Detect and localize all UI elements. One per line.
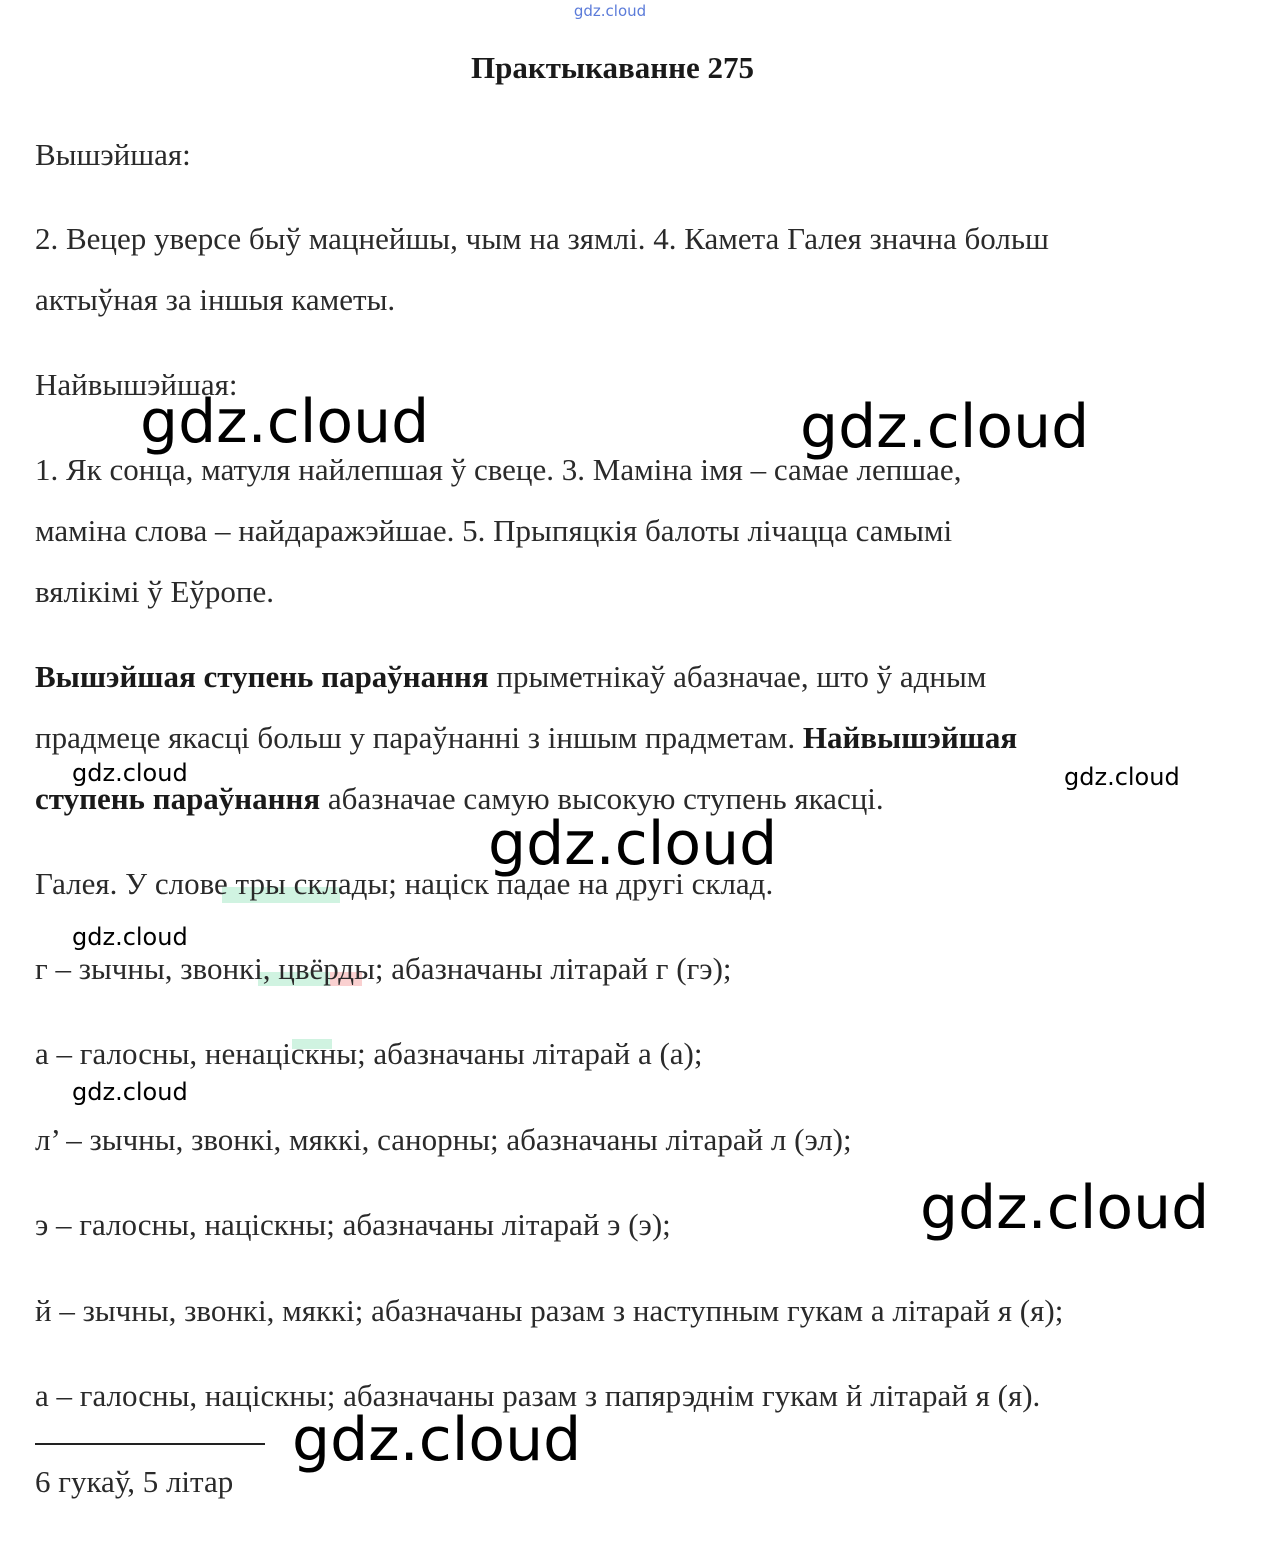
watermark-small: gdz.cloud [1064,763,1180,791]
section-heading-comparative: Вышэйшая: [35,137,191,172]
phonetic-line-e: э – галосны, націскны; абазначаны літарай э (э); [35,1207,671,1242]
rule-term-superlative-1: Найвышэйшая [802,720,1018,755]
text-line-3: актыўная за іншыя каметы. [35,282,396,317]
text-line-2: 2. Вецер уверсе быў мацнейшы, чым на зямлі. 4. Камета Галея значна больш [35,221,1049,256]
watermark-small: gdz.cloud [72,759,188,787]
rule-line-2 [35,720,1017,756]
rule-term-comparative: Вышэйшая ступень параўнання [35,659,489,694]
divider [35,1443,265,1445]
watermark-large: gdz.cloud [488,809,778,879]
text-line-5: 1. Як сонца, матуля найлепшая ў свеце. 3. Маміна імя – самае лепшае, [35,452,962,487]
text-line-galeya: Галея. У слове тры склады; націск падае на другі склад. [35,866,774,901]
text-line-6: маміна слова – найдаражэйшае. 5. Прыпяцкія балоты лічацца самымі [35,513,953,548]
phonetic-line-j: й – зычны, звонкі, мяккі; абазначаны разам з наступным гукам а літарай я (я); [35,1293,1064,1328]
rule-line-1 [35,659,986,695]
page-title: Практыкаванне 275 [470,50,754,85]
rule-term-superlative-2: ступень параўнання [35,781,321,816]
watermark-large: gdz.cloud [140,387,430,457]
top-watermark [0,2,1287,20]
phonetic-line-l: л’ – зычны, звонкі, мяккі, санорны; абазначаны літарай л (эл); [35,1122,852,1157]
text-line-7: вялікімі ў Еўропе. [35,574,275,609]
phonetic-line-a2: а – галосны, націскны; абазначаны разам з папярэднім гукам й літарай я (я). [35,1378,1041,1413]
rule-text-3: абазначае самую высокую ступень якасці. [320,781,884,816]
section-heading-superlative: Найвышэйшая: [35,367,238,402]
watermark-large: gdz.cloud [920,1173,1210,1243]
rule-text-2: прадмеце якасці больш у параўнанні з іншым прадметам. [35,720,803,755]
top-watermark-text: gdz.cloud [573,2,647,20]
rule-text-1: прыметнікаў абазначае, што ў адным [488,659,987,694]
watermark-small: gdz.cloud [72,923,188,951]
phonetic-line-g: г – зычны, звонкі, цвёрды; абазначаны літарай г (гэ); [35,951,732,986]
watermark-large: gdz.cloud [292,1405,582,1475]
phonetic-line-a1: а – галосны, ненаціскны; абазначаны літарай а (а); [35,1036,703,1071]
watermark-large: gdz.cloud [800,392,1090,462]
summary-line: 6 гукаў, 5 літар [35,1464,234,1499]
watermark-small: gdz.cloud [72,1078,188,1106]
